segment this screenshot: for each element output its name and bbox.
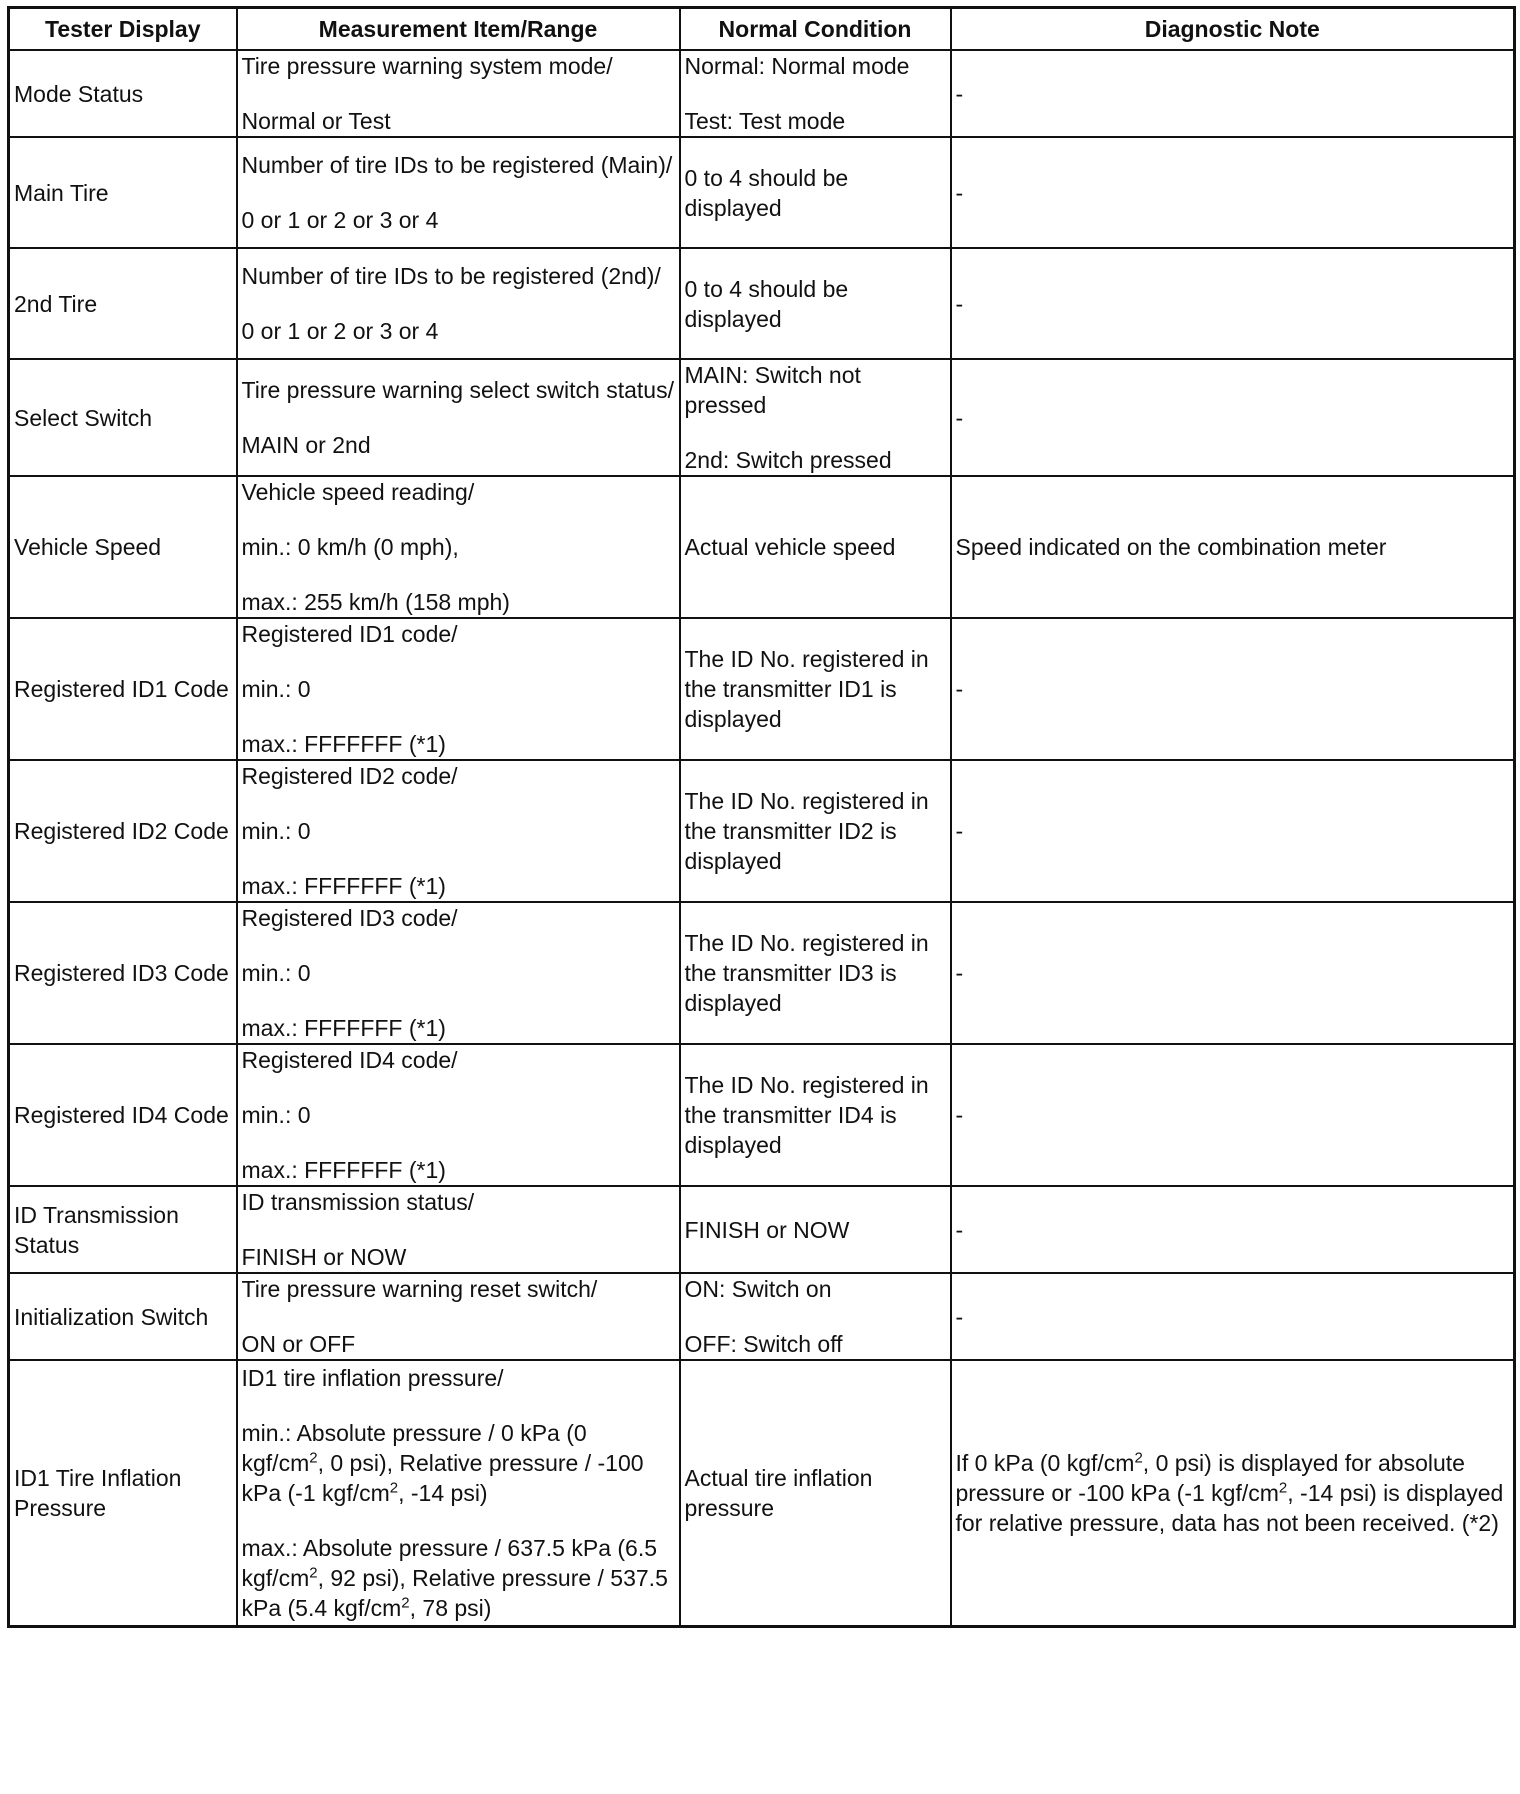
cell-measurement [237,1360,680,1626]
cell-measurement [237,248,680,359]
cell-measurement-line: min.: 0 [241,1102,311,1128]
cell-measurement-line: max.: FFFFFFF (*1) [241,731,446,757]
cell-measurement-line: Registered ID4 code/ [241,1047,458,1073]
cell-tester-display: Mode Status [9,50,237,137]
cell-measurement-line: Tire pressure warning reset switch/ [241,1276,598,1302]
cell-diagnostic-note [951,1186,1515,1273]
cell-measurement-line: min.: 0 [241,960,311,986]
cell-normal-condition-line: ON: Switch on [684,1276,832,1302]
cell-normal-condition [680,1360,951,1626]
cell-normal-condition-line: The ID No. registered in the transmitter ID1 is displayed [684,646,929,732]
header-tester-display: Tester Display [9,8,237,51]
cell-normal-condition [680,359,951,476]
cell-normal-condition [680,137,951,248]
cell-measurement-line: min.: 0 [241,676,311,702]
cell-normal-condition [680,760,951,902]
cell-measurement-line: Number of tire IDs to be registered (2nd)/ [241,263,661,289]
cell-normal-condition-line: 0 to 4 should be displayed [684,164,849,221]
diagnostic-data-table [7,6,1516,1628]
cell-diagnostic-note [951,476,1515,618]
cell-normal-condition [680,1186,951,1273]
cell-diagnostic-note [951,1273,1515,1360]
header-normal-condition: Normal Condition [680,8,951,51]
table-row [9,902,1515,1044]
cell-measurement-line: Registered ID1 code/ [241,621,458,647]
header-measurement-item-range: Measurement Item/Range [237,8,680,51]
cell-measurement [237,476,680,618]
cell-diagnostic-note [951,902,1515,1044]
superscript-two: 2 [401,1594,410,1612]
cell-diagnostic-note-line: - [955,676,964,702]
cell-diagnostic-note-line: - [955,1216,964,1243]
superscript-two: 2 [389,1479,399,1497]
cell-normal-condition [680,902,951,1044]
cell-measurement-line: Registered ID2 code/ [241,763,458,789]
cell-tester-display: Registered ID3 Code [9,902,237,1044]
cell-tester-display: ID1 Tire Inflation Pressure [9,1360,237,1626]
cell-tester-display: Select Switch [9,359,237,476]
superscript-two: 2 [309,1564,318,1582]
cell-measurement [237,137,680,248]
cell-measurement-line: 0 or 1 or 2 or 3 or 4 [241,318,439,344]
superscript-two: 2 [309,1449,318,1467]
table-body [9,50,1515,1626]
cell-measurement-line: Number of tire IDs to be registered (Main)/ [241,152,673,178]
cell-tester-display: Main Tire [9,137,237,248]
cell-measurement-line: max.: FFFFFFF (*1) [241,1157,446,1183]
cell-diagnostic-note-line: Speed indicated on the combination meter [955,534,1387,560]
table-row [9,476,1515,618]
cell-normal-condition-line: Test: Test mode [684,108,846,134]
cell-measurement-line: min.: 0 km/h (0 mph), [241,534,459,560]
cell-diagnostic-note-line: - [955,80,964,107]
cell-measurement-line: ID1 tire inflation pressure/ [241,1364,504,1391]
table-row [9,1273,1515,1360]
cell-normal-condition-line: OFF: Switch off [684,1331,843,1357]
cell-tester-display: Registered ID4 Code [9,1044,237,1186]
cell-tester-display: Registered ID2 Code [9,760,237,902]
cell-measurement-line: 0 or 1 or 2 or 3 or 4 [241,207,439,233]
cell-tester-display: ID Transmission Status [9,1186,237,1273]
cell-normal-condition-line: FINISH or NOW [684,1216,850,1243]
cell-measurement-line: max.: FFFFFFF (*1) [241,1015,446,1041]
cell-diagnostic-note-line: - [955,960,964,986]
cell-normal-condition-line: 0 to 4 should be displayed [684,275,849,332]
cell-normal-condition-line: 2nd: Switch pressed [684,447,892,473]
cell-normal-condition-line: The ID No. registered in the transmitter ID4 is displayed [684,1072,929,1158]
cell-normal-condition [680,1044,951,1186]
cell-measurement [237,1186,680,1273]
cell-measurement-line: Tire pressure warning select switch status/ [241,377,674,403]
cell-diagnostic-note-line: - [955,404,964,431]
cell-diagnostic-note-line: - [955,1102,964,1128]
cell-measurement-line: MAIN or 2nd [241,432,371,458]
cell-normal-condition [680,1273,951,1360]
cell-tester-display: 2nd Tire [9,248,237,359]
cell-normal-condition-line: MAIN: Switch not pressed [684,362,861,418]
cell-measurement-line: min.: Absolute pressure / 0 kPa (0 kgf/$cm^2$, 0 psi), Relative pressure / -100 kPa (-1 kgf/$cm^2$, -14 psi) [241,1419,644,1506]
cell-normal-condition [680,476,951,618]
header-diagnostic-note: Diagnostic Note [951,8,1515,51]
cell-measurement-line: max.: FFFFFFF (*1) [241,873,446,899]
table-row [9,1044,1515,1186]
cell-normal-condition-line: The ID No. registered in the transmitter ID3 is displayed [684,930,929,1016]
cell-normal-condition [680,50,951,137]
table-row [9,1360,1515,1626]
cell-diagnostic-note-line: - [955,290,964,317]
cell-measurement-line: Normal or Test [241,108,391,134]
cell-diagnostic-note-line: If 0 kPa (0 kgf/$cm^2$, 0 psi) is displayed for absolute pressure or -100 kPa (-1 kgf/$cm^2$, -14 psi) is displayed for relative pressure, data has not been received. (*2) [955,1449,1504,1536]
cell-tester-display: Initialization Switch [9,1273,237,1360]
cell-normal-condition-line: Actual tire inflation pressure [684,1464,873,1521]
table-row [9,248,1515,359]
cell-tester-display: Vehicle Speed [9,476,237,618]
table-row [9,760,1515,902]
cell-diagnostic-note-line: - [955,1303,964,1330]
cell-diagnostic-note [951,137,1515,248]
cell-normal-condition [680,618,951,760]
cell-normal-condition-line: The ID No. registered in the transmitter ID2 is displayed [684,788,929,874]
cell-tester-display: Registered ID1 Code [9,618,237,760]
cell-measurement-line: max.: Absolute pressure / 637.5 kPa (6.5 kgf/$cm^2$, 92 psi), Relative pressure / 537.5 kPa (5.4 kgf/$cm^2$, 78 psi) [241,1534,668,1621]
cell-normal-condition-line: Normal: Normal mode [684,53,910,79]
cell-diagnostic-note [951,359,1515,476]
cell-diagnostic-note [951,1360,1515,1626]
cell-measurement [237,1044,680,1186]
cell-measurement-line: min.: 0 [241,818,311,844]
cell-diagnostic-note-line: - [955,179,964,206]
cell-normal-condition-line: Actual vehicle speed [684,534,896,560]
cell-normal-condition [680,248,951,359]
cell-diagnostic-note [951,618,1515,760]
table-row [9,137,1515,248]
table-row [9,618,1515,760]
cell-diagnostic-note [951,1044,1515,1186]
cell-measurement [237,760,680,902]
cell-measurement-line: Registered ID3 code/ [241,905,458,931]
diagnostic-data-table-container [7,6,1513,1628]
cell-measurement [237,1273,680,1360]
superscript-two: 2 [1134,1449,1143,1467]
cell-measurement [237,618,680,760]
cell-diagnostic-note-line: - [955,818,964,844]
table-row [9,1186,1515,1273]
cell-measurement-line: ID transmission status/ [241,1189,475,1215]
cell-measurement-line: max.: 255 km/h (158 mph) [241,589,510,615]
cell-measurement [237,50,680,137]
header-row [9,8,1515,51]
cell-diagnostic-note [951,248,1515,359]
cell-measurement-line: Tire pressure warning system mode/ [241,53,613,79]
cell-measurement-line: FINISH or NOW [241,1244,407,1270]
cell-measurement [237,902,680,1044]
table-row [9,50,1515,137]
cell-measurement-line: ON or OFF [241,1331,356,1357]
table-row [9,359,1515,476]
superscript-two: 2 [1278,1479,1288,1497]
cell-diagnostic-note [951,50,1515,137]
cell-diagnostic-note [951,760,1515,902]
cell-measurement [237,359,680,476]
cell-measurement-line: Vehicle speed reading/ [241,479,475,505]
